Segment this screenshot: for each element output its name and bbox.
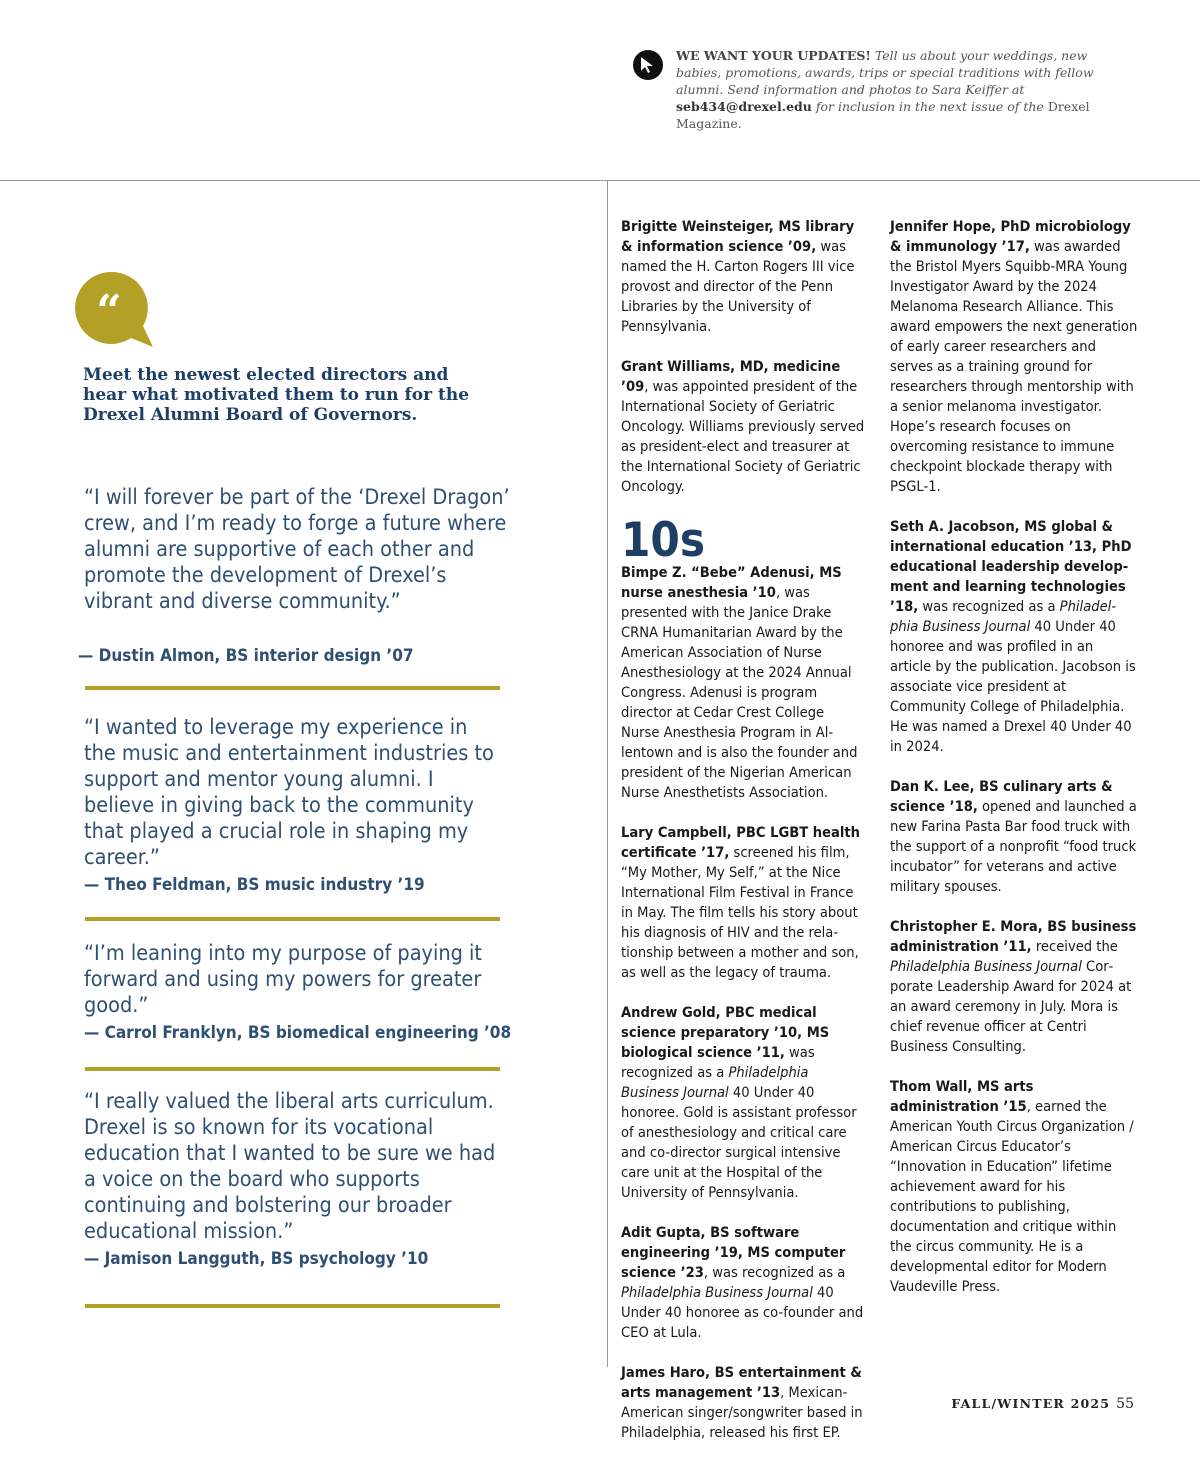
updates-text [676,47,1113,132]
quote-1: “I will forever be part of the ‘Drexel Dragon’ crew, and I’m ready to forge a future where alumni are supportive of each other and promote the development of Drexel’s vibrant and diverse community.” [84,485,510,614]
note-text: , Mexican-American singer/songwriter based in Philadelphia, released his first EP. [621,1384,863,1441]
updates-text-1: Tell us about your weddings, new babies, promotions, awards, trips or special traditions with fellow alumni. Send information and photos to Sara Keiffer at [676,48,1094,97]
class-note [890,777,1138,897]
publication-name: Philadelphia Business Journal [890,958,1082,975]
issue-label: FALL/WINTER 2025 [951,1396,1111,1411]
note-text: opened and launched a new Farina Pasta Bar food truck with the support of a nonprofit “food truck incubator” for veterans and active military spouses. [890,798,1137,895]
gold-divider [85,686,500,690]
class-note [621,563,866,803]
page-footer [951,1396,1134,1412]
sidebar-intro: Meet the newest elected directors and hear what motivated them to run for the Drexel Alumni Board of Governors. [83,365,470,425]
note-text: , was appointed president of the International Society of Geriatric Oncology. Williams previously served as president-elect and treasurer at the International Society of Geriatric Oncology. [621,378,865,495]
note-name: Bimpe Z. “Bebe” Adenusi, MS nurse anesthesia ’10 [621,564,842,601]
gold-divider [85,917,500,921]
note-text: , earned the American Youth Circus Organization / American Circus Educator’s “Innovation in Education” lifetime achievement award for his contributions to publishing, documentation and critique within the circus community. He is a developmental editor for Modern Vaudeville Press. [890,1098,1134,1295]
quote-2: “I wanted to leverage my experience in the music and entertainment industries to support and mentor young alumni. I believe in giving back to the community that played a crucial role in shaping my career.” [84,715,494,870]
page-number: 55 [1116,1396,1134,1412]
note-name: Andrew Gold, PBC medical science preparatory ’10, MS biological science ’11, [621,1004,830,1061]
class-note [890,217,1138,497]
note-name: Adit Gupta, BS software engineering ’19, MS computer science ’23 [621,1224,846,1281]
quote-4-attribution: — Jamison Langguth, BS psychology ’10 [84,1249,429,1269]
class-note [621,823,866,983]
note-name: James Haro, BS entertainment & arts management ’13 [621,1364,862,1401]
updates-text-2: for inclusion in the next issue of the [811,99,1048,114]
horizontal-divider [0,180,1200,181]
note-text: was recognized as a [621,1044,815,1081]
note-name: Grant Williams, MD, medicine ’09 [621,358,841,395]
publication-name: Philadelphia Business Journal [621,1064,809,1101]
note-name: Thom Wall, MS arts administration ’15 [890,1078,1034,1115]
quote-3-attribution: — Carrol Franklyn, BS biomedical engineering ’08 [84,1023,512,1043]
note-text: was named the H. Carton Rogers III vice provost and director of the Penn Libraries by the University of Pennsylvania. [621,238,855,335]
note-name: Lary Campbell, PBC LGBT health certificate ’17, [621,824,860,861]
note-name: Dan K. Lee, BS culinary arts & science ’18, [890,778,1113,815]
note-text: 40 Under 40 honoree. Gold is assistant professor of anesthesiology and critical care and co-director surgical intensive care unit at the Hospital of the University of Pennsylvania. [621,1084,857,1201]
class-note [621,1363,866,1443]
quote-2-attribution: — Theo Feldman, BS music industry ’19 [84,875,425,895]
note-text: 40 Under 40 honoree and was profiled in an article by the publication. Jacobson is associate vice president at Community College of Philadelphia. He was named a Drexel 40 Under 40 in 2024. [890,618,1136,755]
class-note [621,357,866,497]
gold-divider [85,1067,500,1071]
updates-heading: WE WANT YOUR UPDATES! [676,48,871,63]
note-text: , was recognized as a [703,1264,846,1281]
updates-notice [633,47,1113,132]
note-text: Corporate Leadership Award for 2024 at an award ceremony in July. Mora is chief revenue officer at Centri Business Consulting. [890,958,1132,1055]
quote-4: “I really valued the liberal arts curriculum. Drexel is so known for its vocational education that I wanted to be sure we had a voice on the board who supports continuing and bolstering our broader educational mission.” [84,1089,496,1244]
class-note [621,1223,866,1343]
quote-3: “I’m leaning into my purpose of paying it forward and using my powers for greater good.” [84,941,483,1018]
gold-divider [85,1304,500,1308]
updates-email[interactable]: seb434@drexel.edu [676,99,812,114]
class-note [890,517,1138,757]
class-note [890,1077,1138,1297]
quote-1-attribution: — Dustin Almon, BS interior design ’07 [78,646,414,666]
class-note [621,1003,866,1203]
class-notes-column-1 [621,217,866,1463]
note-text: received the [1031,938,1118,955]
note-text: , was presented with the Janice Drake CRNA Humanitarian Award by the American Association of Nurse Anesthesiology at the 2024 Annual Congress. Adenusi is program director at Cedar Crest College Nurse Anesthesia Program in Allentown and is also the founder and president of the Nigerian American Nurse Anesthetists Association. [621,584,858,801]
class-notes-column-2 [890,217,1138,1317]
note-text: screened his film, “My Mother, My Self,” at the Nice International Film Festival in France in May. The film tells his story about his diagnosis of HIV and the relationship between a mother and son, as well as the legacy of trauma. [621,844,859,981]
cursor-arrow-icon [633,50,663,80]
publication-name: Philadelphia Business Journal [890,598,1117,635]
class-note [621,217,866,337]
note-name: Brigitte Weinsteiger, MS library & information science ’09, [621,218,855,255]
publication-name: Philadelphia Business Journal [621,1284,813,1301]
decade-heading: 10s [621,513,706,568]
note-text: 40 Under 40 honoree as co-founder and CEO at Lula. [621,1284,864,1341]
updates-magazine: Drexel Magazine. [676,99,1090,131]
class-note [890,917,1138,1057]
note-text: was recognized as a [918,598,1060,615]
note-name: Jennifer Hope, PhD microbiology & immunology ’17, [890,218,1131,255]
note-name: Christopher E. Mora, BS business administration ’11, [890,918,1137,955]
note-text: was awarded the Bristol Myers Squibb-MRA Young Investigator Award by the 2024 Melanoma Research Alliance. This award empowers the next generation of early career researchers and serves as a training ground for researchers through mentorship with a senior melanoma investigator. Hope’s research focuses on overcoming resistance to immune checkpoint blockade therapy with PSGL-1. [890,238,1138,495]
quote-bubble-icon [73,270,153,346]
quote-mark-glyph: “ [96,286,122,337]
note-name: Seth A. Jacobson, MS global & international education ’13, PhD educational leadership development and learning technologies ’18, [890,518,1132,615]
vertical-divider [607,181,608,1367]
